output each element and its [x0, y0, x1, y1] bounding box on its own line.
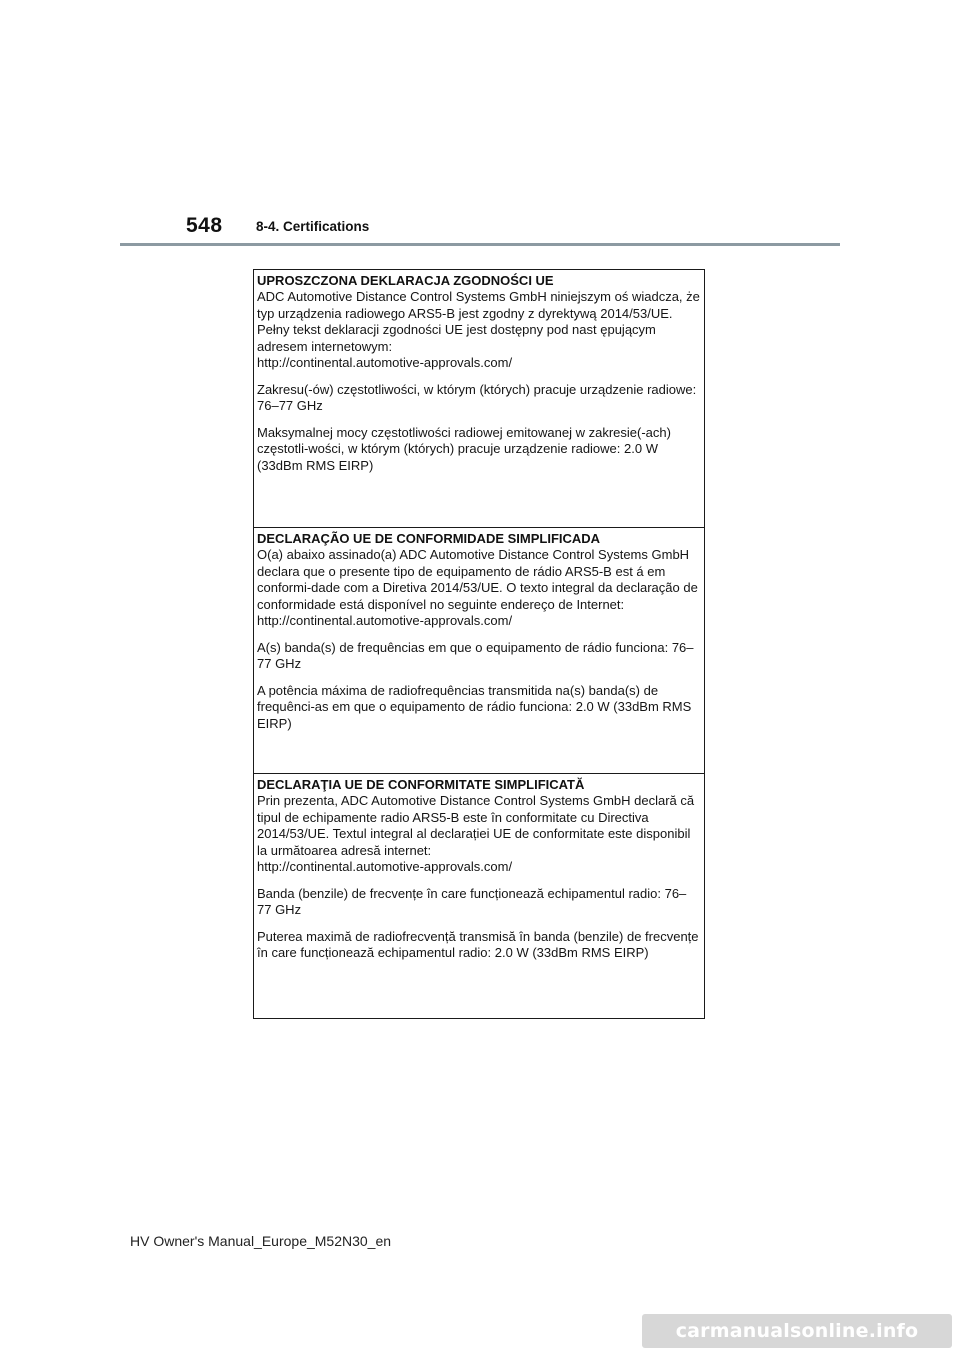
- power-text: Maksymalnej mocy częstotliwości radiowej emitowanej w zakresie(-ach) częstotli-wości, w którym (których) pracuje urządzenie radiowe: 2.0 W (33dBm RMS EIRP): [257, 424, 671, 473]
- manual-footer: HV Owner's Manual_Europe_M52N30_en: [130, 1233, 392, 1249]
- declaration-body-text: O(a) abaixo assinado(a) ADC Automotive Distance Control Systems GmbH declara que o presente tipo de equipamento de rádio ARS5-B est á em conformi-dade com a Diretiva 2014/53/UE. O texto integral da declaração de conformidade está disponível no seguinte endereço de Internet:: [257, 547, 698, 612]
- frequency-text: A(s) banda(s) de frequências em que o equipamento de rádio funciona: 76–77 GHz: [257, 639, 694, 671]
- power-text: A potência máxima de radiofrequências transmitida na(s) banda(s) de frequênci-as em que o equipamento de rádio funciona: 2.0 W (33dBm RMS EIRP): [257, 682, 692, 731]
- declaration-body-text: Prin prezenta, ADC Automotive Distance Control Systems GmbH declară că tipul de echipamente radio ARS5-B este în conformitate cu Directiva 2014/53/UE. Textul integral al declarației UE de conformitate este disponibil la următoarea adresă internet:: [257, 793, 695, 858]
- page-number: 548: [186, 214, 223, 237]
- declaration-romanian: [254, 774, 704, 1020]
- declaration-url: http://continental.automotive-approvals.com/: [257, 355, 513, 370]
- watermark-logo: carmanualsonline.info: [642, 1314, 952, 1348]
- declaration-url: http://continental.automotive-approvals.com/: [257, 859, 513, 874]
- declaration-body: [257, 289, 700, 372]
- certification-scan: [253, 269, 705, 1019]
- declaration-polish: [254, 270, 704, 528]
- declaration-heading: DECLARAŢIA UE DE CONFORMITATE SIMPLIFICATĂ: [257, 777, 585, 792]
- declaration-portuguese: [254, 528, 704, 774]
- declaration-body-text: ADC Automotive Distance Control Systems GmbH niniejszym oś wiadcza, że typ urządzenia radiowego ARS5-B jest zgodny z dyrektywą 2014/53/UE. Pełny tekst deklaracji zgodności UE jest dostępny pod nast ępującym adresem internetowym:: [257, 289, 700, 354]
- frequency-text: Zakresu(-ów) częstotliwości, w którym (których) pracuje urządzenie radiowe: 76–77 GHz: [257, 381, 697, 413]
- declaration-heading: DECLARAÇÃO UE DE CONFORMIDADE SIMPLIFICADA: [257, 531, 601, 546]
- declaration-body: [257, 793, 700, 876]
- power-text: Puterea maximă de radiofrecvență transmisă în banda (benzile) de frecvențe în care funcționează echipamentul radio: 2.0 W (33dBm RMS EIRP): [257, 928, 699, 960]
- declaration-body: [257, 547, 700, 630]
- declaration-url: http://continental.automotive-approvals.com/: [257, 613, 513, 628]
- declaration-heading: UPROSZCZONA DEKLARACJA ZGODNOŚCI UE: [257, 273, 554, 288]
- section-title: 8-4. Certifications: [256, 219, 370, 234]
- frequency-text: Banda (benzile) de frecvențe în care funcționează echipamentul radio: 76–77 GHz: [257, 885, 687, 917]
- header-divider: [120, 243, 840, 246]
